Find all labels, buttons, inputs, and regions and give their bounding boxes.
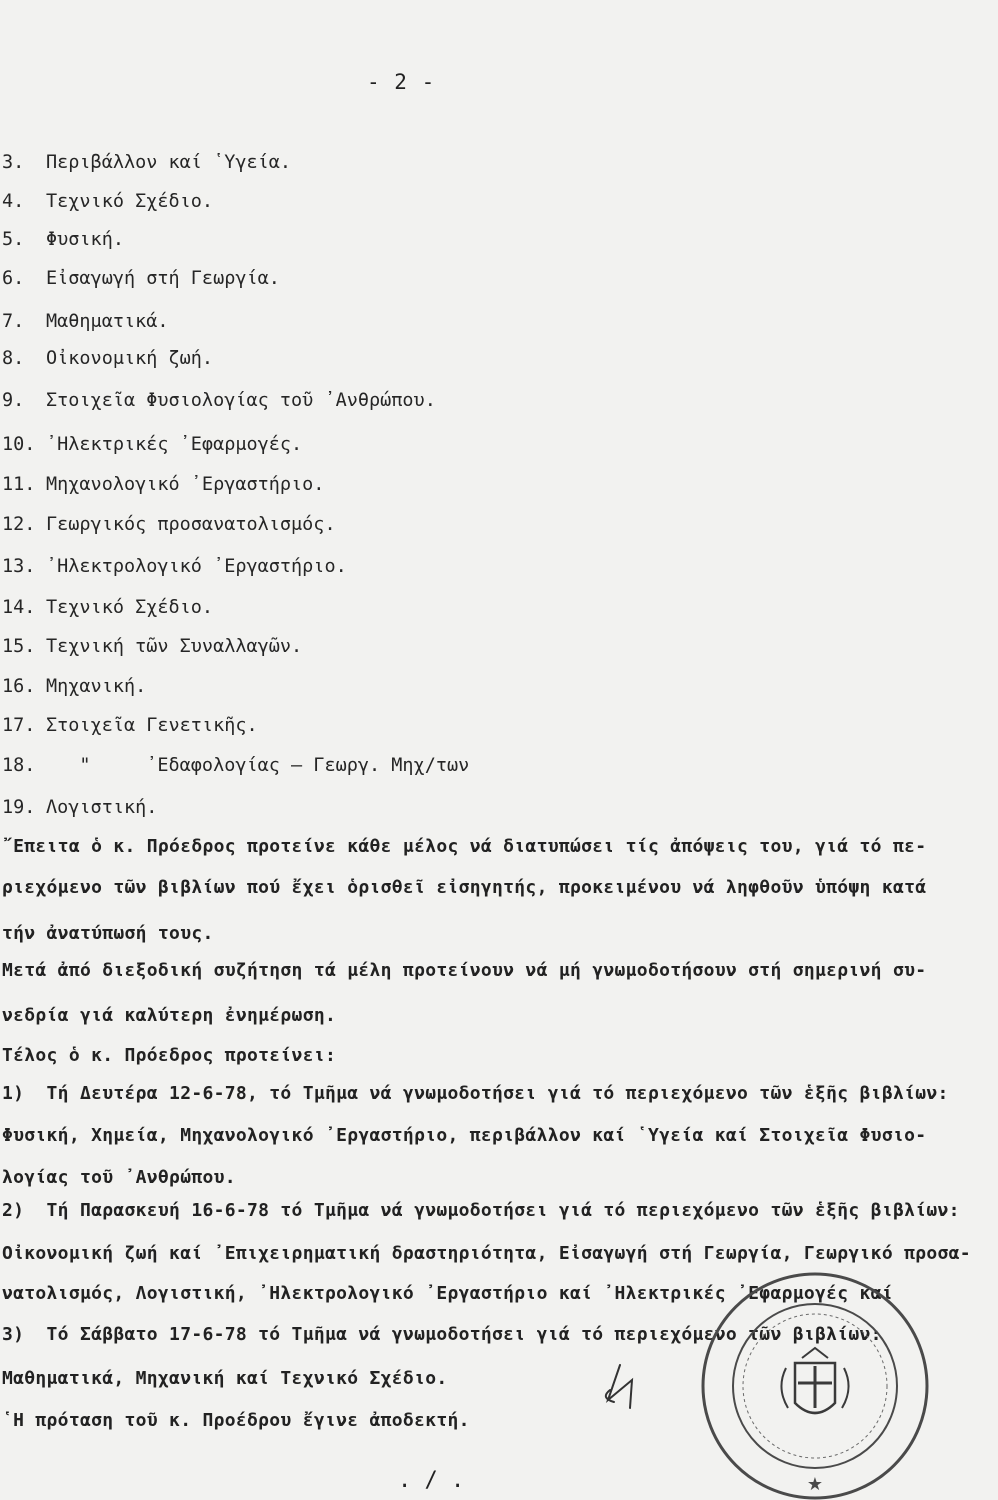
paragraph-line: Μαθηματικά, Μηχανική καί Τεχνικό Σχέδιο. xyxy=(2,1368,448,1389)
paragraph-line: ῾Η πρόταση τοῦ κ. Προέδρου ἔγινε ἀποδεκτή. xyxy=(2,1410,470,1431)
paragraph-line: ριεχόμενο τῶν βιβλίων πού ἔχει ὁρισθεῖ εἰσηγητής, προκειμένου νά ληφθοῦν ὑπόψη κατά xyxy=(2,877,927,898)
paragraph-line: Τέλος ὁ κ. Πρόεδρος προτείνει: xyxy=(2,1045,337,1066)
paragraph-line: Φυσική, Χημεία, Μηχανολογικό ᾿Εργαστήριο, περιβάλλον καί ῾Υγεία καί Στοιχεῖα Φυσιο- xyxy=(2,1125,927,1146)
list-item: 12. Γεωργικός προσανατολισμός. xyxy=(2,514,336,535)
list-item: 16. Μηχανική. xyxy=(2,676,147,697)
signature-mark xyxy=(580,1360,660,1420)
list-item: 3. Περιβάλλον καί ῾Υγεία. xyxy=(2,152,292,173)
list-item: 15. Τεχνική τῶν Συναλλαγῶν. xyxy=(2,636,303,657)
list-item: 17. Στοιχεῖα Γενετικῆς. xyxy=(2,715,258,736)
coat-of-arms-icon xyxy=(781,1348,848,1413)
list-item: 13. ᾿Ηλεκτρολογικό ᾿Εργαστήριο. xyxy=(2,556,347,577)
list-item: 9. Στοιχεῖα Φυσιολογίας τοῦ ᾿Ανθρώπου. xyxy=(2,390,436,411)
list-item: 7. Μαθηματικά. xyxy=(2,311,169,332)
list-item: 5. Φυσική. xyxy=(2,229,124,250)
paragraph-line: ῎Επειτα ὁ κ. Πρόεδρος προτείνε κάθε μέλος νά διατυπώσει τίς ἀπόψεις του, γιά τό πε- xyxy=(2,836,927,857)
paragraph-line: 2) Τή Παρασκευή 16-6-78 τό Τμῆμα νά γνωμοδοτήσει γιά τό περιεχόμενο τῶν ἑξῆς βιβλίων: xyxy=(2,1200,960,1221)
page-number: - 2 - xyxy=(367,70,436,94)
list-item: 8. Οἰκονομική ζωή. xyxy=(2,348,214,369)
list-item: 6. Εἰσαγωγή στή Γεωργία. xyxy=(2,268,280,289)
list-item: 19. Λογιστική. xyxy=(2,797,158,818)
official-stamp xyxy=(690,1268,940,1500)
list-item: 4. Τεχνικό Σχέδιο. xyxy=(2,191,214,212)
list-item: 11. Μηχανολογικό ᾿Εργαστήριο. xyxy=(2,474,325,495)
paragraph-line: λογίας τοῦ ᾿Ανθρώπου. xyxy=(2,1167,236,1188)
paragraph-line: Μετά ἀπό διεξοδική συζήτηση τά μέλη προτείνουν νά μή γνωμοδοτήσουν στή σημερινή συ- xyxy=(2,960,927,981)
list-item: 18. " ᾿Εδαφολογίας – Γεωργ. Μηχ/των xyxy=(2,755,470,776)
svg-text:★: ★ xyxy=(806,1474,824,1495)
list-item: 10. ᾿Ηλεκτρικές ᾿Εφαρμογές. xyxy=(2,434,303,455)
paragraph-line: τήν ἀνατύπωσή τους. xyxy=(2,923,214,944)
paragraph-line: 1) Τή Δευτέρα 12-6-78, τό Τμῆμα νά γνωμοδοτήσει γιά τό περιεχόμενο τῶν ἑξῆς βιβλίων: xyxy=(2,1083,949,1104)
paragraph-line: 3) Τό Σάββατο 17-6-78 τό Τμῆμα νά γνωμοδοτήσει γιά τό περιεχόμενο τῶν βιβλίων: xyxy=(2,1324,882,1345)
paragraph-line: νεδρία γιά καλύτερη ἐνημέρωση. xyxy=(2,1005,337,1026)
list-item: 14. Τεχνικό Σχέδιο. xyxy=(2,597,214,618)
continuation-mark: . / . xyxy=(398,1468,465,1493)
paragraph-line: Οἰκονομική ζωή καί ᾿Επιχειρηματική δραστηριότητα, Εἰσαγωγή στή Γεωργία, Γεωργικό προσα- xyxy=(2,1243,971,1264)
paragraph-line: νατολισμός, Λογιστική, ᾿Ηλεκτρολογικό ᾿Εργαστήριο καί ᾿Ηλεκτρικές ᾿Εφαρμογές καί xyxy=(2,1283,893,1304)
